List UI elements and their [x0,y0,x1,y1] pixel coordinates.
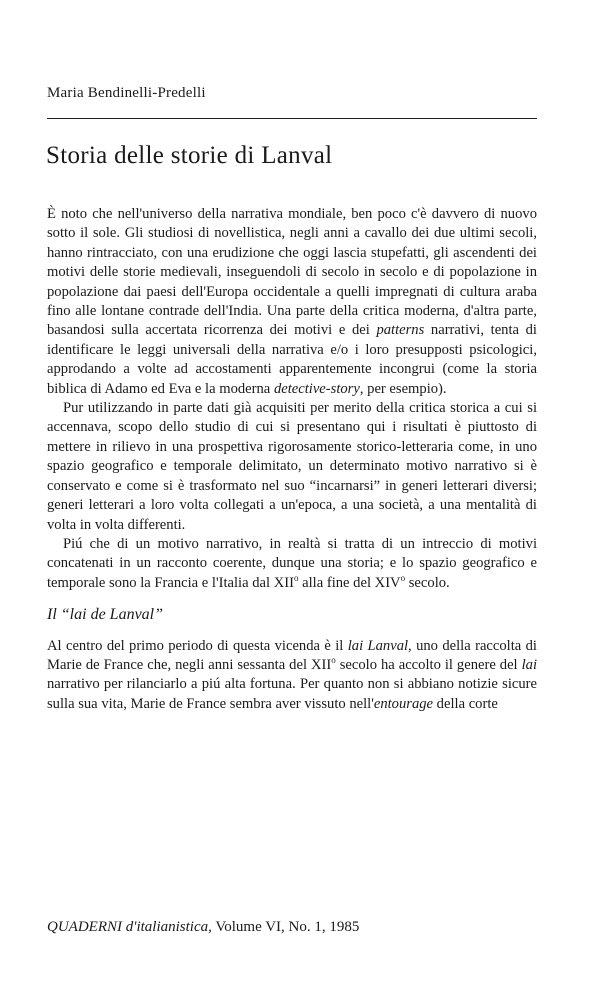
header-rule [47,118,537,119]
author-name: Maria Bendinelli-Predelli [47,85,206,101]
paragraph-2: Pur utilizzando in parte dati già acquisiti per merito della critica storica a cui si accennava, scopo dello studio di cui si presentano qui i risultati è piuttosto di mettere in rilievo in una prospettiva rigorosamente storico-letteraria come, in uno spazio geografico e temporale delimitato, un determinato motivo narrativo si è conservato e come si è trasformato nel suo “incarnarsi” in generi letterari diversi; generi letterari a loro volta collegati a un'epoca, a una società, a una mentalità di volta in volta differenti. [47,400,537,533]
journal-footer: QUADERNI d'italianistica, Volume VI, No. 1, 1985 [47,919,360,935]
article-title: Storia delle storie di Lanval [46,142,333,169]
article-body [47,205,537,714]
paragraph-4: Al centro del primo periodo di questa vicenda è il lai Lanval, uno della raccolta di Marie de France che, negli anni sessanta del XII$^o$ secolo ha accolto il genere del lai narrativo per rilanciarlo a piú alta fortuna. Per quanto non si abbiano notizie sicure sulla sua vita, Marie de France sembra aver vissuto nell'entourage della corte [47,637,537,712]
section-heading: Il “lai de Lanval” [47,606,164,624]
paragraph-3: Piú che di un motivo narrativo, in realtà si tratta di un intreccio di motivi concatenati in un racconto coerente, dunque una storia; e lo spazio geografico e temporale sono la Francia e l'Italia dal XII$^o$ alla fine del XIV$^o$ secolo. [47,535,537,591]
paragraph-1: È noto che nell'universo della narrativa mondiale, ben poco c'è davvero di nuovo sotto il sole. Gli studiosi di novellistica, negli anni a cavallo dei due ultimi secoli, hanno rintracciato, con una erudizione che oggi lascia stupefatti, gli ascendenti dei motivi delle storie medievali, inseguendoli di secolo in secolo e di popolazione in popolazione dai paesi dell'Europa occidentale a quelli impregnati di cultura araba fino alle lontane contrade dell'India. Una parte della critica moderna, d'altra parte, basandosi sulla accertata ricorrenza dei motivi e dei patterns narrativi, tenta di identificare le leggi universali della narrativa e/o i loro presupposti psicologici, approdando a volte ad accostamenti apparentemente incongrui (come la storia biblica di Adamo ed Eva e la moderna detective-story, per esempio). [47,206,537,397]
